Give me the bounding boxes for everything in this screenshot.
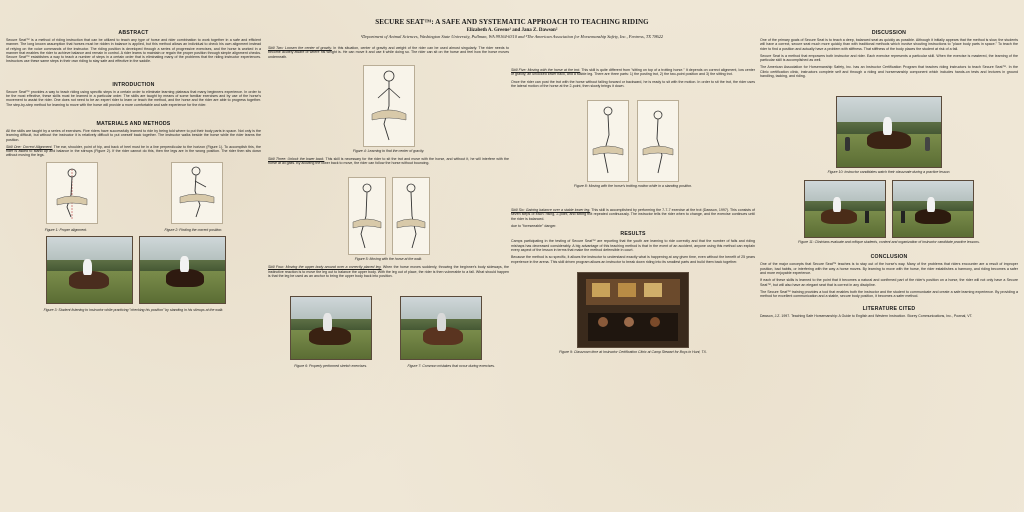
skill-two-text: In this situation, center of gravity and weight of the rider can be used almost singularly. The rider needs to become acutely aware of where his weight is. He can move it and use it while doing so. The rider can sit on the horse and feel how the horse moves underneath. <box>268 46 509 59</box>
skill-one-text: The ear, shoulder, point of hip, and back of heel must be in a line perpendicular to the horizon (Figure 1). To accomplish this, the rider is asked to stand up and balance in the stirrups (Figure 2). If the rider cannot do this, then the legs are in the wrong position. The rider then sits down without moving the legs. <box>6 144 261 158</box>
column-3 <box>511 28 755 358</box>
figure-5a-image <box>348 177 386 255</box>
figure-5-caption: Figure 5: Moving with the horse at the walk. <box>354 257 423 262</box>
conclusion-text-2: If each of these skills is learned to the point that it becomes a natural and confirmed part of the rider's position on a horse, the rider will not only have a Secure Seat™, but will also have an elegant seat that is correct in any discipline. <box>760 278 1018 287</box>
figure-8-images <box>511 100 755 182</box>
skill-three-text: This skill is necessary for the rider to sit the trot and move with the horse, and without it, he will interfere with the horse at all gaits. By allowing the lower back to move, the rider can follow the horse without bouncing. <box>268 156 509 166</box>
figure-1-image <box>46 162 98 224</box>
figure-2-image <box>171 162 223 224</box>
results-text-2: Because the method is so specific, it allows the instructor to understand exactly what is happening at any given time, even without the benefit of 25 years experience in the arena. This skill driven program allows an instructor to break down riding into its smallest parts and build them back together. <box>511 255 755 264</box>
proper-alignment-sketch <box>47 163 97 223</box>
center-of-gravity-sketch <box>364 66 414 146</box>
poster-affiliation: ¹Department of Animal Sciences, Washington State University, Pullman, WA 99164-6310 and ²The American Association for Horsemanship Safety, Inc., Fentress, TX 78622 <box>360 34 664 39</box>
skill-four-paragraph <box>268 265 509 278</box>
introduction-text: Secure Seat™ provides a way to teach riding using specific steps in a certain order to eliminate learning plateaus that many beginners experience. In order to be the most effective, these skills must be learned in a particular order. The skills are taught by means of some familiar exercises and by use of the horse's movement to assist the rider. One does not need to be an expert rider to learn or teach the method, and the horse and the rider are able to progress together. The step-by-step method for learning to move with the horse will provide a more comfortable and safe experience for the rider. <box>6 89 261 107</box>
methods-heading: MATERIALS AND METHODS <box>96 120 171 127</box>
poster-authors: Elizabeth A. Greene¹ and Jana Z. Dawson² <box>466 28 558 33</box>
figure-6-photo <box>290 296 372 360</box>
skill-four-text: When the horse moves suddenly, throwing the beginner's body sideways, the instinctive reaction is to move the leg out to balance the upper body. With the leg out of place, the rider is then vulnerable to a fall. What should happen is that the leg be used as an anchor to bring the upper body back into position. <box>268 265 510 279</box>
skill-five-lead: Skill Five: Moving with the horse at the trot. <box>511 68 581 72</box>
figure-row-6-7 <box>268 296 509 362</box>
figure-captions-row-6-7 <box>268 362 509 372</box>
figure-7-photo <box>400 296 482 360</box>
figure-6-caption: Figure 6: Properly performed stretch exercises. <box>294 364 368 369</box>
skill-five-paragraph <box>511 68 755 77</box>
figure-4-image <box>363 65 415 147</box>
results-text: Camps participating in the testing of Secure Seat™ are reporting that the youth are learning to ride correctly and that the number of falls and riding mishaps has decreased considerably. A big advantage of this teaching method is that in the event of an accident, anyone using this method can explain every aspect of the lesson in terms that make the method defensible in court. <box>511 239 755 252</box>
figure-2-caption: Figure 2: Finding the correct position. <box>164 227 223 232</box>
figure-5b-image <box>392 177 430 255</box>
skill-six-paragraph <box>511 208 755 221</box>
discussion-heading: DISCUSSION <box>871 30 907 36</box>
walk-motion-sketch-1 <box>349 178 385 254</box>
column-4 <box>760 28 1018 322</box>
skill-three-paragraph <box>268 157 509 166</box>
methods-text: All the skills are taught by a series of exercises. Five riders have successfully learned to ride by being told where to put their body parts in space. Not only is the learning difficult, but without the instructor it is relatively difficult to put oneself back together. The instructor walks beside the horse while the rider learns the position. <box>6 128 261 142</box>
figure-8-caption: Figure 8: Moving with the horse's trotting motion while in a standing position. <box>573 184 693 189</box>
figure-11-caption: Figure 11: Clinicians evaluate and critique students, content and organization of instructor candidate practice lessons. <box>798 240 980 245</box>
figure-1-caption: Figure 1: Proper alignment. <box>44 227 88 232</box>
figure-10-photo <box>836 96 942 168</box>
abstract-text: Secure Seat™ is a method of riding instruction that can be utilized to teach any type of horse and rider combination to work together in a safe and efficient manner. The long known assumption that horses must be ridden in balance is applied, but this method allows an individual to check his own alignment instead of relying on the voice commands of the instructor. The riding position is developed through a series of progressive exercises, and the horse is worked in a manner that enables the rider to achieve balance and remain in control. A rider learns to maintain or regain the proper position through simple alignment checks. Secure Seat™ establishes a way to teach a number of steps in a certain order that is eliminating many of the problems that the riding instructor experiences. Instructors use these same steps in their own riding to stay safe and effective in the saddle. <box>6 38 261 64</box>
figure-3-caption: Figure 3: Student listening to instructor while practicing "checking his position" by standing in his stirrups at the walk. <box>43 307 224 312</box>
figure-11-photos <box>760 180 1018 238</box>
figure-8a-image <box>587 100 629 182</box>
figure-5-images <box>268 177 509 255</box>
citation-text: Dawson, J.Z. 1997. Teaching Safe Horsemanship: A Guide to English and Western Instruction. Storey Communications, Inc., Pownal, VT. <box>760 314 973 319</box>
figure-8b-image <box>637 100 679 182</box>
discussion-text: One of the primary goals of Secure Seat is to teach a deep, balanced seat as quickly as possible. Although it initially appears that the method is slow, the students will have a correct, secure seat much more quickly than with traditional methods which involve shouting instructions to "place body parts in space." To teach the rider to find a position and actually have a problem with stiffness. That stiffness of the body places the student at risk of a fall. <box>760 38 1018 51</box>
figure-row-1 <box>6 162 261 232</box>
introduction-heading: INTRODUCTION <box>112 81 155 88</box>
trot-motion-sketch-1 <box>588 101 628 181</box>
literature-cited-heading: LITERATURE CITED <box>862 306 916 313</box>
figure-10-caption: Figure 10: Instructor candidates watch their classmate during a practice lesson. <box>827 170 951 175</box>
figure-4-caption: Figure 4: Learning to find the center of gravity. <box>352 148 425 153</box>
skill-four-lead: Skill Four: Moving the upper body around over a correctly placed leg. <box>268 265 382 270</box>
trot-motion-sketch-2 <box>638 101 678 181</box>
figure-3b-photo <box>139 236 226 304</box>
skill-five-text: This skill is quite different from "sitting on top of a trotting horse." It depends on correct alignment, low center of gravity, an unlocked lower back, and a stable leg. There are three parts: 1) the posting trot, 2) the two-point position and 3) the sitting trot. <box>511 68 755 77</box>
poster-title: SECURE SEAT™: A SAFE AND SYSTEMATIC APPROACH TO TEACHING RIDING <box>375 18 649 26</box>
skill-six-text: This skill is accomplished by performing the 7-7-7 exercise at the trot (Dawson, 1997). This consists of seven steps of each: rising, 2-point, and sitting trot repeated continuously. The instructor tells the rider when to change, and the exercise continues until the rider is balanced. <box>511 208 755 221</box>
figure-11b-photo <box>892 180 974 238</box>
results-heading: RESULTS <box>620 231 646 238</box>
walk-motion-sketch-2 <box>393 178 429 254</box>
conclusion-heading: CONCLUSION <box>870 254 908 261</box>
figure-3a-photo <box>46 236 133 304</box>
finding-position-sketch <box>172 163 222 223</box>
figure-11a-photo <box>804 180 886 238</box>
skill-three-lead: Skill Three: Unlock the lower back. <box>268 156 325 161</box>
discussion-text-3: The American Association for Horsemanship Safety, Inc. has an Instructor Certification Program that teaches riding instructors to teach Secure Seat™. In the Clinic certification clinic, instructors complete self and through a riding and horsemanship component which includes hands-on tests and lectures in ground handling, tacking, and riding. <box>760 65 1018 79</box>
conclusion-text-3: The Secure Seat™ training provides a tool that enables both the instructor and the student to communicate and create a safe learning experience. By providing a method for excellent communication and a stable, secure body position, it becomes a safer method. <box>760 289 1018 299</box>
abstract-heading: ABSTRACT <box>118 30 149 36</box>
figure-9-caption: Figure 9: Classroom time at Instructor Certification Clinic at Camp Stewart for Boys in Hunt, TX. <box>559 349 707 354</box>
skill-six-lead: Skill Six: Gaining balance over a stable lower leg. <box>511 208 591 213</box>
figure-7-caption: Figure 7: Common mistakes that occur during exercises. <box>407 364 496 369</box>
figure-9-photo <box>577 272 689 348</box>
skill-two-paragraph <box>268 46 509 59</box>
figure-row-3 <box>6 236 261 306</box>
skill-one-paragraph <box>6 145 261 158</box>
skill-two-lead: Skill Two: Loosen the center of gravity. <box>268 46 332 50</box>
skill-six-continued: due to "foreseeable" danger. <box>511 224 557 229</box>
skill-one-lead: Skill One: Correct Alignment. <box>6 144 53 149</box>
column-2 <box>268 28 509 372</box>
discussion-text-2: Secure Seat is a method that empowers both instructor and rider. Each exercise represents a particular skill. When the exercise is mastered, the learning of the particular skill is accomplished as well. <box>760 53 1018 63</box>
skill-five-continued: Once the rider can post the trot with the horse without falling forward or backward, he is ready to sit with the motion. In order to sit the trot, the rider uses the lateral motion of the horse at the 2-point, then slowly brings it down. <box>511 79 755 88</box>
column-1 <box>6 28 261 316</box>
conclusion-text: One of the major concepts that Secure Seat™ teaches is to stay out of the horse's way. Many of the problems that riders encounter are a result of improper position, bad habits, or interfering with the way a horse moves. By learning to move with the horse, the rider establishes a harmony, and riding becomes a safer and more enjoyable experience. <box>760 262 1018 275</box>
